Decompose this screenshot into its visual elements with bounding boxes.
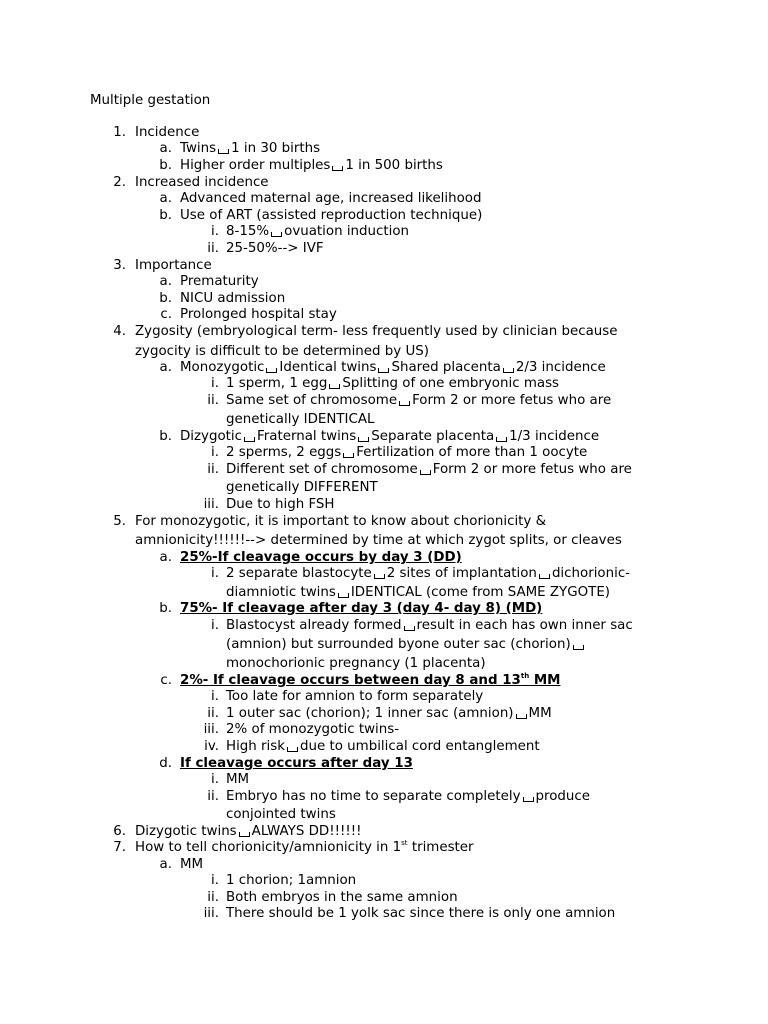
arrow-icon	[329, 384, 340, 389]
text-segment: There should be 1 yolk sac since there is only one amnion	[226, 906, 616, 921]
arrow-icon	[239, 832, 250, 837]
text-segment: 1 sperm, 1 egg	[226, 376, 328, 391]
text-segment: genetically DIFFERENT	[226, 480, 378, 495]
arrow-icon	[287, 747, 298, 752]
text-segment: If cleavage occurs after day 13	[180, 756, 413, 771]
arrow-icon	[539, 574, 550, 579]
list-marker: iii.	[203, 722, 219, 737]
text-segment: Higher order multiples	[180, 158, 331, 173]
text-segment: monochorionic pregnancy (1 placenta)	[226, 656, 486, 671]
list-item-text	[180, 207, 482, 224]
arrow-icon	[338, 593, 349, 598]
list-item-text	[135, 174, 269, 191]
arrow-icon	[516, 714, 527, 719]
list-marker: 6.	[113, 824, 126, 839]
list-item-text	[180, 140, 320, 157]
list-item-text	[226, 479, 378, 496]
list-marker: a.	[159, 141, 172, 156]
list-marker: iv.	[204, 739, 219, 754]
text-segment: Monozygotic	[180, 360, 265, 375]
list-item-text	[135, 257, 212, 274]
list-marker: b.	[159, 158, 172, 173]
list-marker: b.	[159, 429, 172, 444]
list-item-text	[180, 428, 599, 445]
text-segment: Embryo has no time to separate completely	[226, 789, 521, 804]
list-marker: ii.	[207, 462, 219, 477]
text-segment: How to tell chorionicity/amnionicity in 1	[135, 840, 402, 855]
text-segment: produce	[535, 789, 591, 804]
text-segment: Identical twins	[279, 360, 377, 375]
list-marker: i.	[211, 566, 219, 581]
text-segment: Zygosity (embryological term- less frequently used by clinician because	[135, 324, 618, 339]
arrow-icon	[404, 626, 415, 631]
text-segment: Prolonged hospital stay	[180, 307, 337, 322]
list-marker: ii.	[207, 241, 219, 256]
list-marker: 2.	[113, 175, 126, 190]
list-marker: i.	[211, 376, 219, 391]
text-segment: 1 in 30 births	[231, 141, 321, 156]
text-segment: diamniotic twins	[226, 585, 336, 600]
list-marker: 3.	[113, 258, 126, 273]
superscript: th	[520, 672, 530, 680]
list-item-text	[135, 839, 474, 856]
list-marker: 7.	[113, 840, 126, 855]
list-item-text	[226, 889, 458, 906]
list-marker: ii.	[207, 789, 219, 804]
text-segment: ALWAYS DD!!!!!!	[251, 824, 362, 839]
arrow-icon	[218, 149, 229, 154]
text-segment: 75%- If cleavage after day 3 (day 4- day 8) (MD)	[180, 601, 543, 616]
list-item-text	[226, 788, 590, 805]
arrow-icon	[573, 645, 584, 650]
list-marker: b.	[159, 601, 172, 616]
text-segment: Importance	[135, 258, 212, 273]
text-segment: Shared placenta	[391, 360, 501, 375]
arrow-icon	[374, 574, 385, 579]
text-segment: amnionicity!!!!!!--> determined by time at which zygot splits, or cleaves	[135, 533, 622, 548]
arrow-icon	[399, 401, 410, 406]
list-item-text	[226, 771, 249, 788]
arrow-icon	[343, 453, 354, 458]
list-marker: i.	[211, 445, 219, 460]
list-marker: ii.	[207, 706, 219, 721]
text-segment: 2/3 incidence	[515, 360, 606, 375]
text-segment: due to umbilical cord entanglement	[300, 739, 540, 754]
list-item-text	[226, 240, 324, 257]
text-segment: 8-15%	[226, 224, 270, 239]
list-item-text	[226, 872, 356, 889]
arrow-icon	[332, 166, 343, 171]
arrow-icon	[271, 232, 282, 237]
list-item-text	[180, 672, 561, 689]
text-segment: Too late for amnion to form separately	[226, 689, 484, 704]
list-item-text	[226, 688, 483, 705]
text-segment: Both embryos in the same amnion	[226, 890, 458, 905]
text-segment: Twins	[180, 141, 217, 156]
text-segment: Separate placenta	[371, 429, 495, 444]
list-marker: i.	[211, 689, 219, 704]
list-item-text	[135, 124, 199, 141]
list-item-text	[226, 721, 399, 738]
list-item-text	[180, 290, 285, 307]
list-item-text	[226, 806, 336, 823]
text-segment: 25%-If cleavage occurs by day 3 (DD)	[180, 550, 462, 565]
list-item-text	[180, 359, 606, 376]
list-item-text	[135, 323, 618, 340]
list-item-text	[226, 392, 611, 409]
list-item-text	[226, 617, 633, 634]
text-segment: 2 separate blastocyte	[226, 566, 372, 581]
text-segment: MM	[528, 706, 552, 721]
list-marker: i.	[211, 772, 219, 787]
list-marker: d.	[159, 756, 172, 771]
list-marker: i.	[211, 224, 219, 239]
text-segment: 1 in 500 births	[345, 158, 443, 173]
list-marker: 5.	[113, 514, 126, 529]
arrow-icon	[503, 368, 514, 373]
list-item-text	[135, 823, 361, 840]
list-item-text	[226, 655, 486, 672]
list-marker: a.	[159, 550, 172, 565]
text-segment: MM	[180, 857, 204, 872]
text-segment: Different set of chromosome	[226, 462, 418, 477]
page-title: Multiple gestation	[90, 93, 211, 108]
text-segment: Dizygotic	[180, 429, 243, 444]
text-segment: Advanced maternal age, increased likelihood	[180, 191, 482, 206]
arrow-icon	[496, 437, 507, 442]
list-item-text	[180, 755, 413, 772]
list-item-text	[226, 223, 409, 240]
list-marker: a.	[159, 274, 172, 289]
list-marker: b.	[159, 208, 172, 223]
list-item-text	[226, 496, 334, 513]
list-marker: ii.	[207, 393, 219, 408]
text-segment: 1 outer sac (chorion); 1 inner sac (amnion)	[226, 706, 514, 721]
list-item-text	[226, 738, 540, 755]
text-segment: IDENTICAL (come from SAME ZYGOTE)	[350, 585, 611, 600]
text-segment: 2%- If cleavage occurs between day 8 and 13	[180, 673, 521, 688]
list-item-text	[180, 856, 203, 873]
arrow-icon	[378, 368, 389, 373]
list-item-text	[226, 444, 587, 461]
list-item-text	[226, 375, 559, 392]
text-segment: 2% of monozygotic twins-	[226, 722, 400, 737]
text-segment: High risk	[226, 739, 285, 754]
list-item-text	[180, 549, 462, 566]
text-segment: dichorionic-	[551, 566, 631, 581]
text-segment: Form 2 or more fetus who are	[412, 393, 612, 408]
list-marker: i.	[211, 618, 219, 633]
list-item-text	[226, 705, 552, 722]
text-segment: For monozygotic, it is important to know about chorionicity &	[135, 514, 547, 529]
list-marker: 4.	[113, 324, 126, 339]
text-segment: Increased incidence	[135, 175, 269, 190]
text-segment: ovuation induction	[284, 224, 410, 239]
list-marker: a.	[159, 191, 172, 206]
text-segment: conjointed twins	[226, 807, 336, 822]
text-segment: Same set of chromosome	[226, 393, 398, 408]
text-segment: NICU admission	[180, 291, 286, 306]
list-marker: 1.	[113, 125, 126, 140]
text-segment: Blastocyst already formed	[226, 618, 402, 633]
list-marker: a.	[159, 360, 172, 375]
list-item-text	[226, 905, 615, 922]
text-segment: Fraternal twins	[257, 429, 357, 444]
text-segment: result in each has own inner sac	[416, 618, 633, 633]
list-item-text	[135, 532, 622, 549]
text-segment: Form 2 or more fetus who are	[432, 462, 632, 477]
text-segment: Use of ART (assisted reproduction technique)	[180, 208, 483, 223]
arrow-icon	[266, 368, 277, 373]
text-segment: 25-50%--> IVF	[226, 241, 324, 256]
list-item-text	[226, 636, 586, 653]
superscript: st	[401, 839, 408, 847]
list-item-text	[226, 461, 632, 478]
arrow-icon	[244, 437, 255, 442]
arrow-icon	[420, 470, 431, 475]
list-item-text	[180, 190, 482, 207]
arrow-icon	[523, 797, 534, 802]
arrow-icon	[358, 437, 369, 442]
text-segment: trimester	[407, 840, 474, 855]
text-segment: (amnion) but surrounded byone outer sac (chorion)	[226, 637, 571, 652]
list-marker: b.	[159, 291, 172, 306]
list-marker: ii.	[207, 890, 219, 905]
text-segment: Incidence	[135, 125, 200, 140]
list-item-text	[135, 513, 546, 530]
list-marker: c.	[160, 307, 172, 322]
list-marker: a.	[159, 857, 172, 872]
text-segment: 1/3 incidence	[509, 429, 600, 444]
list-item-text	[226, 411, 374, 428]
text-segment: Splitting of one embryonic mass	[342, 376, 560, 391]
text-segment: 2 sperms, 2 eggs	[226, 445, 342, 460]
text-segment: Fertilization of more than 1 oocyte	[356, 445, 588, 460]
list-marker: iii.	[203, 906, 219, 921]
list-marker: i.	[211, 873, 219, 888]
list-item-text	[226, 584, 610, 601]
text-segment: Prematurity	[180, 274, 259, 289]
text-segment: MM	[529, 673, 561, 688]
text-segment: 2 sites of implantation	[386, 566, 537, 581]
list-item-text	[135, 343, 429, 360]
list-item-text	[180, 273, 259, 290]
text-segment: MM	[226, 772, 250, 787]
text-segment: 1 chorion; 1amnion	[226, 873, 357, 888]
text-segment: Due to high FSH	[226, 497, 335, 512]
list-marker: c.	[160, 673, 172, 688]
list-item-text	[180, 600, 542, 617]
list-item-text	[226, 565, 630, 582]
text-segment: genetically IDENTICAL	[226, 412, 375, 427]
text-segment: zygocity is difficult to be determined by US)	[135, 344, 429, 359]
list-item-text	[180, 157, 443, 174]
list-item-text	[180, 306, 337, 323]
list-marker: iii.	[203, 497, 219, 512]
text-segment: Dizygotic twins	[135, 824, 237, 839]
